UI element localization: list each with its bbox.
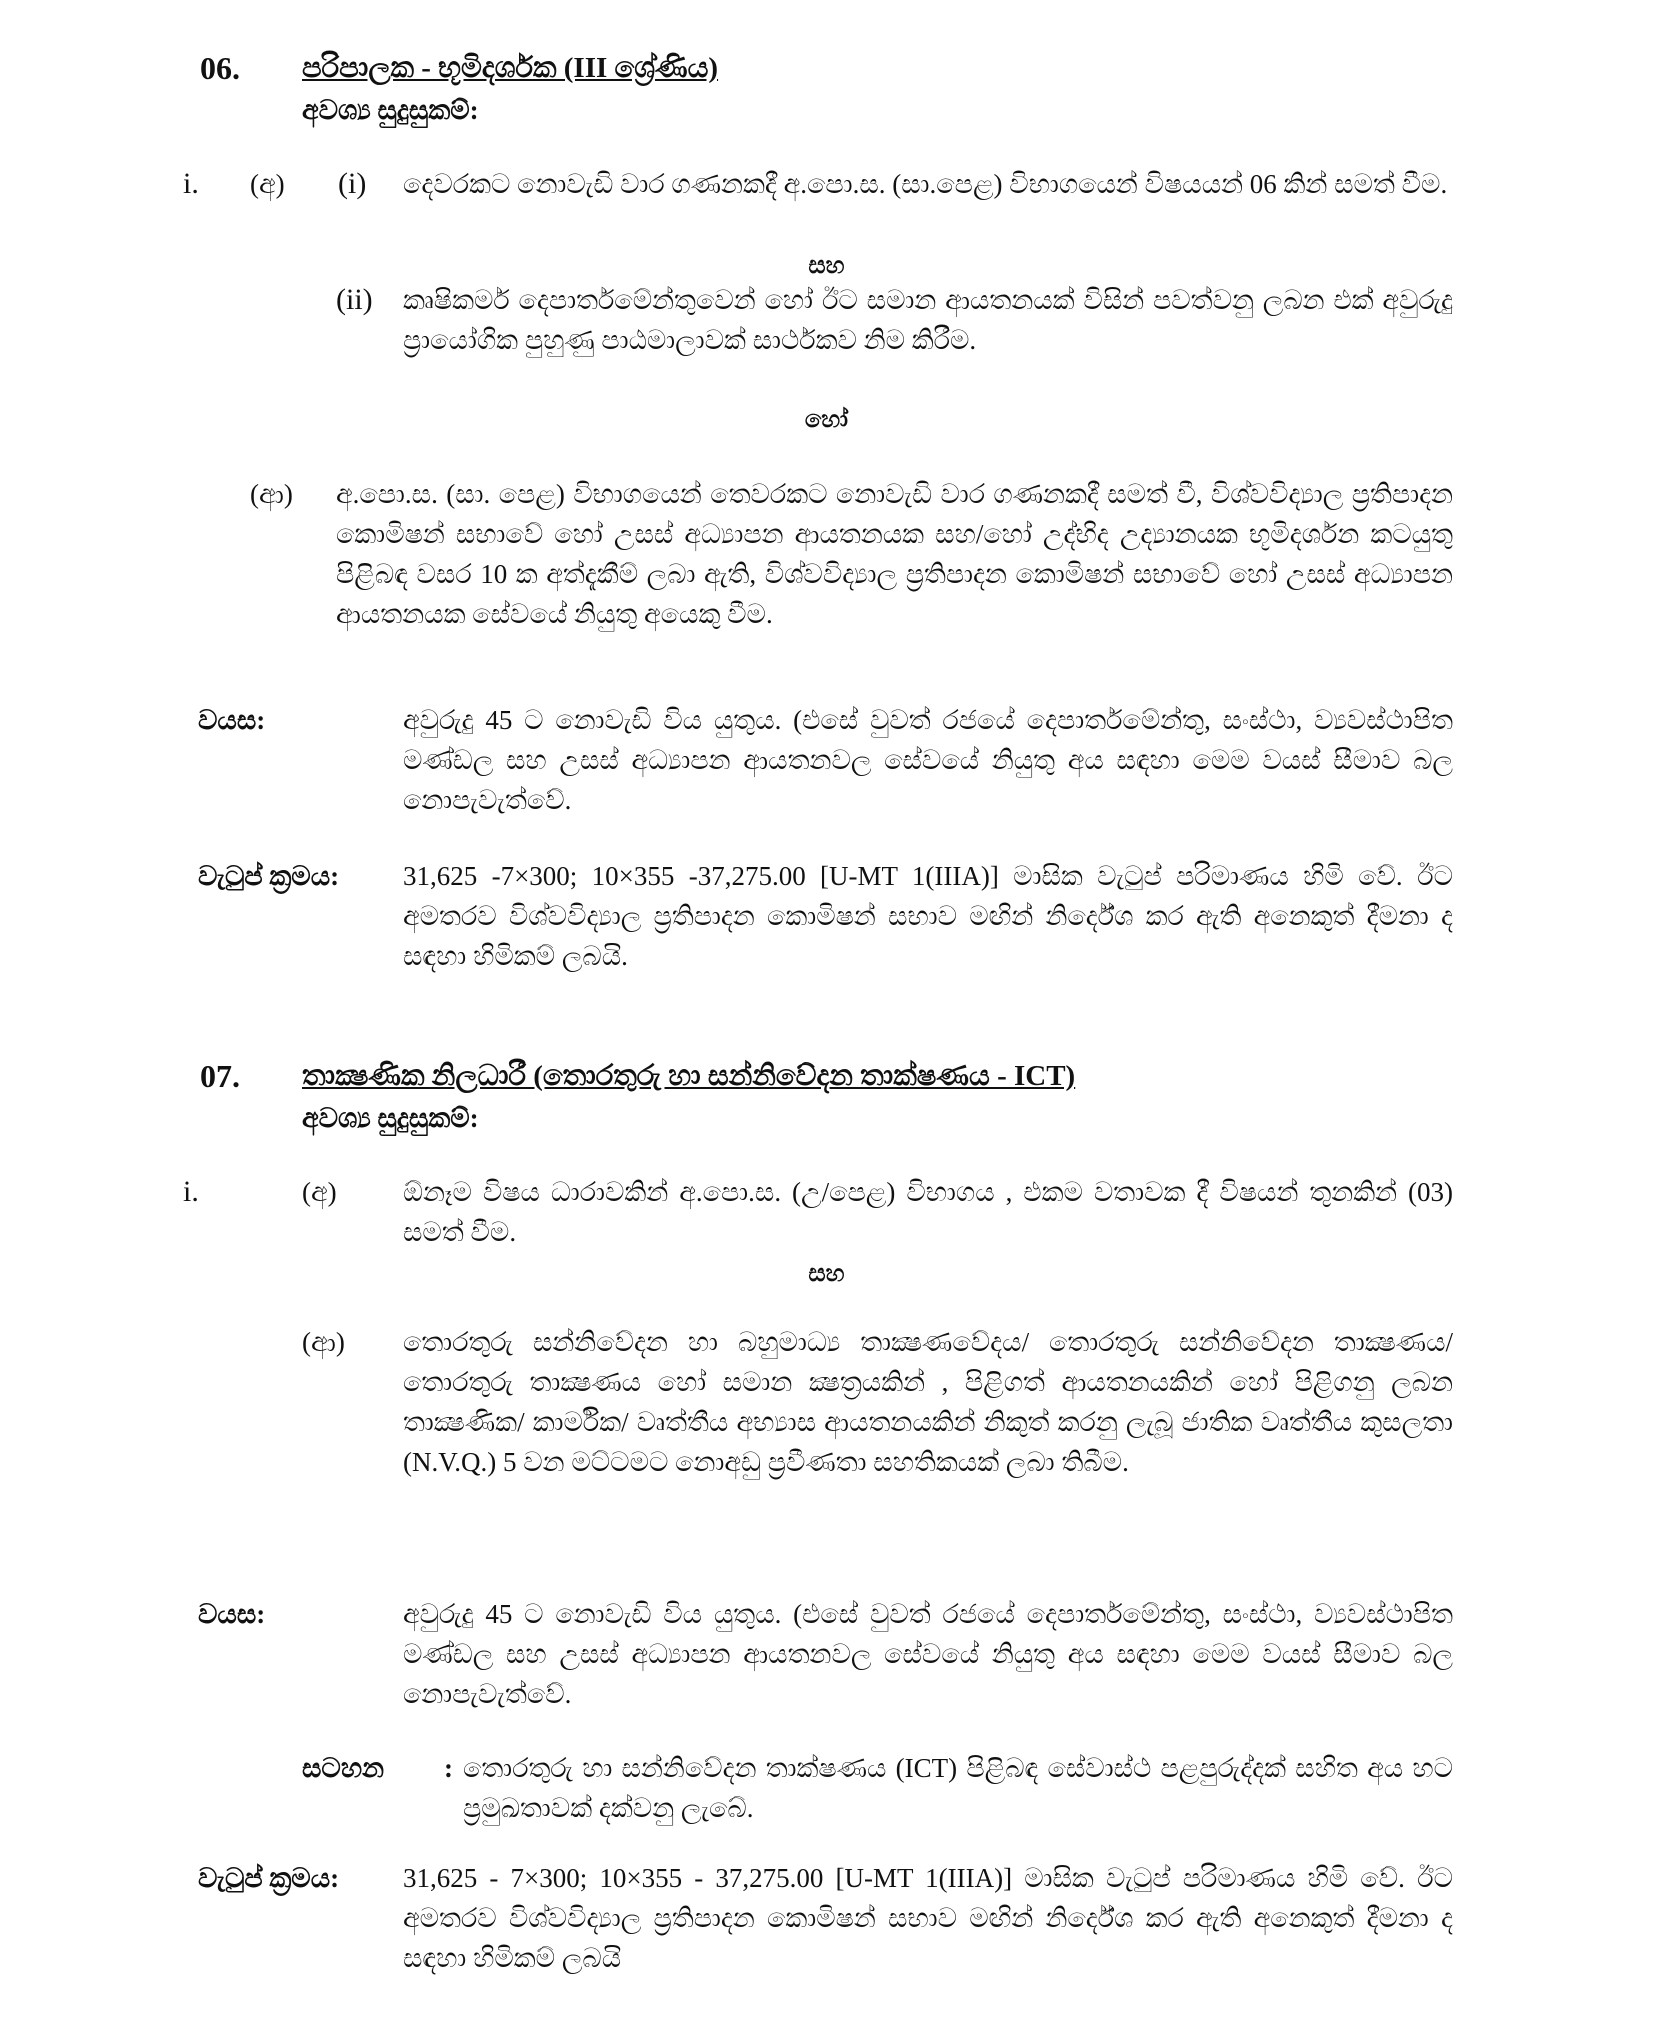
section-title-06: පරිපාලක - භූමිදර්ශක (III ශ්‍රේණිය) [302,52,719,84]
item-a-ii-text-06: කෘෂිකර්ම දෙපාර්තමේන්තුවෙන් හෝ ඊට සමාන ආයතනයක් විසින් පවත්වනු ලබන එක් අවුරුදු ප්‍රායෝගික පුහුණු පාඨමාලාවක් සාර්ථකව නිම කිරීම. [403,285,1453,355]
and-divider-07: සහ [808,1261,845,1287]
salary-text-06: 31,625 -7×300; 10×355 -37,275.00 [U-MT 1(IIIA)] මාසික වැටුප් පරිමාණය හිමි වේ. ඊට අමතරව විශ්වවිද්‍යාල ප්‍රතිපාදන කොමිෂන් සභාව මඟින් නිර්දේශ කර ඇති අනෙකුත් දීමනා ද සඳහා හිමිකම් ලබයි. [403,861,1453,971]
item-roman-07: i. [183,1175,199,1208]
item-aa-label-07: (ආ) [302,1327,345,1357]
note-colon-07: : [444,1753,453,1783]
section-subtitle-06: අවශ්‍ය සුදුසුකම්: [302,95,479,125]
section-number-07: 07. [200,1058,240,1094]
salary-label-07: වැටුප් ක්‍රමය: [198,1863,340,1893]
section-title-07: තාක්‍ෂණික නිලධාරී (තොරතුරු හා සන්නිවේදන තාක්ෂණය - ICT) [302,1060,1076,1092]
item-a-ii-label-06: (ii) [336,283,373,316]
section-number-06: 06. [200,50,240,86]
item-aa-text-07: තොරතුරු සන්නිවේදන හා බහුමාධ්‍ය තාක්‍ෂණවේදය/ තොරතුරු සන්නිවේදන තාක්‍ෂණය/ තොරතුරු තාක්‍ෂණය හෝ සමාන ක්‍ෂත්‍රයකින් , පිළිගත් ආයතනයකින් හෝ පිළිගනු ලබන තාක්‍ෂණික/ කාර්මික/ වෘත්තීය අභ්‍යාස ආයතනයකින් නිකුත් කරනු ලැබූ ජාතික වෘත්තීය කුසලතා (N.V.Q.) 5 වන මට්ටමට නොඅඩු ප්‍රවීණතා සහතිකයක් ලබා තිබීම. [403,1327,1453,1477]
age-text-07: අවුරුදු 45 ට නොවැඩි විය යුතුය. (එසේ වුවත් රජයේ දෙපාර්තමේන්තු, සංස්ථා, ව්‍යවස්ථාපිත මණ්ඩල සහ උසස් අධ්‍යාපන ආයතනවල සේවයේ නියුතු අය සඳහා මෙම වයස් සීමාව බල නොපැවැත්වේ. [403,1599,1453,1709]
age-label-07: වයස: [198,1599,266,1629]
item-aa-text-06: අ.පො.ස. (සා. පෙළ) විභාගයෙන් තෙවරකට නොවැඩි වාර ගණනකදී සමත් වී, විශ්වවිද්‍යාල ප්‍රතිපාදන කොමිෂන් සභාවේ හෝ උසස් අධ්‍යාපන ආයතනයක සහ/හෝ උද්භිද උද්‍යානයක භූමිදර්ශන කටයුතු පිළිබඳ වසර 10 ක අත්දැකීම් ලබා ඇති, විශ්වවිද්‍යාල ප්‍රතිපාදන කොමිෂන් සභාවේ හෝ උසස් අධ්‍යාපන ආයතනයක සේවයේ නියුතු අයෙකු වීම. [336,479,1453,629]
item-aa-label-06: (ආ) [250,479,293,509]
item-a-i-label-06: (i) [338,167,367,200]
salary-label-06: වැටුප් ක්‍රමය: [198,861,340,891]
age-text-06: අවුරුදු 45 ට නොවැඩි විය යුතුය. (එසේ වුවත් රජයේ දෙපාර්තමේන්තු, සංස්ථා, ව්‍යවස්ථාපිත මණ්ඩල සහ උසස් අධ්‍යාපන ආයතනවල සේවයේ නියුතු අය සඳහා මෙම වයස් සීමාව බල නොපැවැත්වේ. [403,705,1453,815]
note-text-07: තොරතුරු හා සන්නිවේදන තාක්ෂණය (ICT) පිළිබඳ සේවාස්ථ පළපුරුද්දක් සහිත අය හට ප්‍රමුඛතාවක් දක්වනු ලැබේ. [463,1753,1453,1823]
section-subtitle-07: අවශ්‍ය සුදුසුකම්: [302,1103,479,1133]
salary-text-07: 31,625 - 7×300; 10×355 - 37,275.00 [U-MT 1(IIIA)] මාසික වැටුප් පරිමාණය හිමි වේ. ඊට අමතරව විශ්වවිද්‍යාල ප්‍රතිපාදන කොමිෂන් සභාව මඟින් නිර්දේශ කර ඇති අනෙකුත් දීමනා ද සඳහා හිමිකම් ලබයි [403,1863,1453,1973]
item-a-label-06: (අ) [250,169,285,199]
note-label-07: සටහන [302,1753,384,1783]
item-a-label-07: (අ) [302,1177,337,1207]
item-roman-06: i. [183,167,199,200]
item-a-i-text-06: දෙවරකට නොවැඩි වාර ගණනකදී අ.පො.ස. (සා.පෙළ) විභාගයෙන් විෂයයන් 06 කින් සමත් වීම. [403,169,1448,199]
or-divider-06: හෝ [804,407,849,433]
item-a-text-07: ඕනෑම විෂය ධාරාවකින් අ.පො.ස. (උ/පෙළ) විභාගය , එකම වතාවක දී විෂයන් තුනකින් (03) සමත් වීම. [403,1177,1453,1247]
and-divider-06: සහ [808,253,845,279]
age-label-06: වයස: [198,705,266,735]
